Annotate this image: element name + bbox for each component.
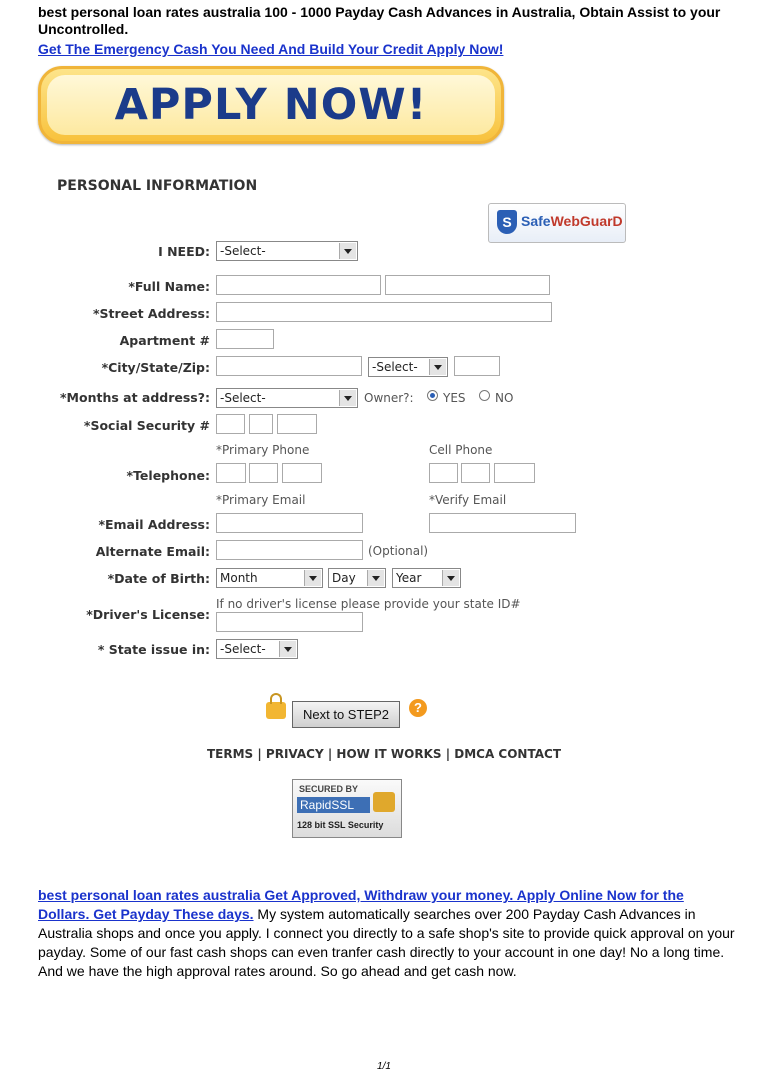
apply-now-text: APPLY NOW! bbox=[114, 80, 428, 130]
label-ssn: *Social Security # bbox=[83, 418, 210, 433]
apply-now-link[interactable]: Get The Emergency Cash You Need And Build Your Credit Apply Now! bbox=[38, 41, 504, 57]
label-full-name: *Full Name: bbox=[128, 279, 210, 294]
chevron-down-icon bbox=[339, 390, 356, 406]
apply-now-banner[interactable] bbox=[38, 66, 504, 144]
owner-yes-radio[interactable] bbox=[427, 390, 438, 401]
zip-input[interactable] bbox=[454, 356, 500, 376]
lock-icon bbox=[266, 702, 286, 719]
chevron-down-icon bbox=[304, 570, 321, 586]
cell-prefix-input[interactable] bbox=[461, 463, 490, 483]
label-months: *Months at address?: bbox=[60, 390, 210, 405]
help-icon[interactable]: ? bbox=[409, 699, 427, 717]
ssl-secured-by: SECURED BY bbox=[299, 784, 359, 794]
next-step-button[interactable]: Next to STEP2 bbox=[292, 701, 400, 728]
first-name-input[interactable] bbox=[216, 275, 381, 295]
label-need: I NEED: bbox=[158, 244, 210, 259]
label-street: *Street Address: bbox=[92, 306, 210, 321]
footer-links[interactable]: TERMS | PRIVACY | HOW IT WORKS | DMCA CONTACT bbox=[206, 747, 562, 761]
phone-line-input[interactable] bbox=[282, 463, 322, 483]
label-alt-email: Alternate Email: bbox=[95, 544, 210, 559]
label-telephone: *Telephone: bbox=[126, 468, 210, 483]
label-dob: *Date of Birth: bbox=[107, 571, 210, 586]
seal-webguard: WebGuarD bbox=[550, 213, 623, 229]
last-name-input[interactable] bbox=[385, 275, 550, 295]
chevron-down-icon bbox=[279, 641, 296, 657]
label-license: *Driver's License: bbox=[86, 607, 210, 622]
ssl-strength: 128 bit SSL Security bbox=[297, 820, 384, 830]
email-input[interactable] bbox=[216, 513, 363, 533]
phone-prefix-input[interactable] bbox=[249, 463, 278, 483]
optional-note: (Optional) bbox=[368, 544, 429, 558]
body-link[interactable]: best personal loan rates australia Get Approved, Withdraw your money. Apply Online Now for the Dollars. Get Payday These days. bbox=[38, 887, 684, 922]
ssn-part-1-input[interactable] bbox=[216, 414, 245, 434]
state-issue-select[interactable]: -Select- bbox=[216, 639, 298, 659]
shield-icon: S bbox=[497, 210, 517, 234]
verify-email-input[interactable] bbox=[429, 513, 576, 533]
phone-area-input[interactable] bbox=[216, 463, 246, 483]
license-note: If no driver's license please provide your state ID# bbox=[216, 597, 521, 611]
owner-label: Owner?: bbox=[364, 391, 414, 405]
label-apartment: Apartment # bbox=[119, 333, 210, 348]
street-input[interactable] bbox=[216, 302, 552, 322]
dob-year-select[interactable]: Year bbox=[392, 568, 461, 588]
label-city: *City/State/Zip: bbox=[101, 360, 210, 375]
cell-area-input[interactable] bbox=[429, 463, 458, 483]
owner-yes-label: YES bbox=[443, 391, 466, 405]
body-paragraph bbox=[38, 886, 738, 981]
need-select[interactable]: -Select- bbox=[216, 241, 358, 261]
seal-safe: Safe bbox=[521, 213, 551, 229]
body-text: My system automatically searches over 200 Payday Cash Advances in Australia shops and once you apply. I connect you directly to a safe shop's site to provide quick approval on your payday. Some of our fast cash shops can even tranfer cash directly to your account in one day! No a long time. And we have the high approval rates around. So go ahead and get cash now. bbox=[38, 906, 735, 979]
rapidssl-seal bbox=[292, 779, 402, 838]
label-email: *Email Address: bbox=[98, 517, 210, 532]
dob-month-select[interactable]: Month bbox=[216, 568, 323, 588]
ssn-part-3-input[interactable] bbox=[277, 414, 317, 434]
months-select[interactable]: -Select- bbox=[216, 388, 358, 408]
city-input[interactable] bbox=[216, 356, 362, 376]
owner-no-radio[interactable] bbox=[479, 390, 490, 401]
apartment-input[interactable] bbox=[216, 329, 274, 349]
chevron-down-icon bbox=[429, 359, 446, 375]
page-title: best personal loan rates australia 100 - 1000 Payday Cash Advances in Australia, Obtain Assist to your Uncontrolled. bbox=[38, 4, 721, 37]
primary-phone-label: *Primary Phone bbox=[216, 443, 310, 457]
cell-line-input[interactable] bbox=[494, 463, 535, 483]
chevron-down-icon bbox=[339, 243, 356, 259]
section-heading: PERSONAL INFORMATION bbox=[57, 178, 258, 194]
safewebguard-seal bbox=[488, 203, 626, 243]
ssn-part-2-input[interactable] bbox=[249, 414, 273, 434]
dob-day-select[interactable]: Day bbox=[328, 568, 386, 588]
state-select[interactable]: -Select- bbox=[368, 357, 448, 377]
chevron-down-icon bbox=[367, 570, 384, 586]
label-state-issue: * State issue in: bbox=[97, 642, 210, 657]
alt-email-input[interactable] bbox=[216, 540, 363, 560]
page-number: 1/1 bbox=[377, 1061, 391, 1072]
owner-no-label: NO bbox=[495, 391, 514, 405]
chevron-down-icon bbox=[442, 570, 459, 586]
padlock-icon bbox=[373, 792, 395, 812]
license-input[interactable] bbox=[216, 612, 363, 632]
verify-email-label: *Verify Email bbox=[429, 493, 507, 507]
cell-phone-label: Cell Phone bbox=[429, 443, 493, 457]
ssl-brand: RapidSSL bbox=[297, 797, 370, 813]
primary-email-label: *Primary Email bbox=[216, 493, 306, 507]
